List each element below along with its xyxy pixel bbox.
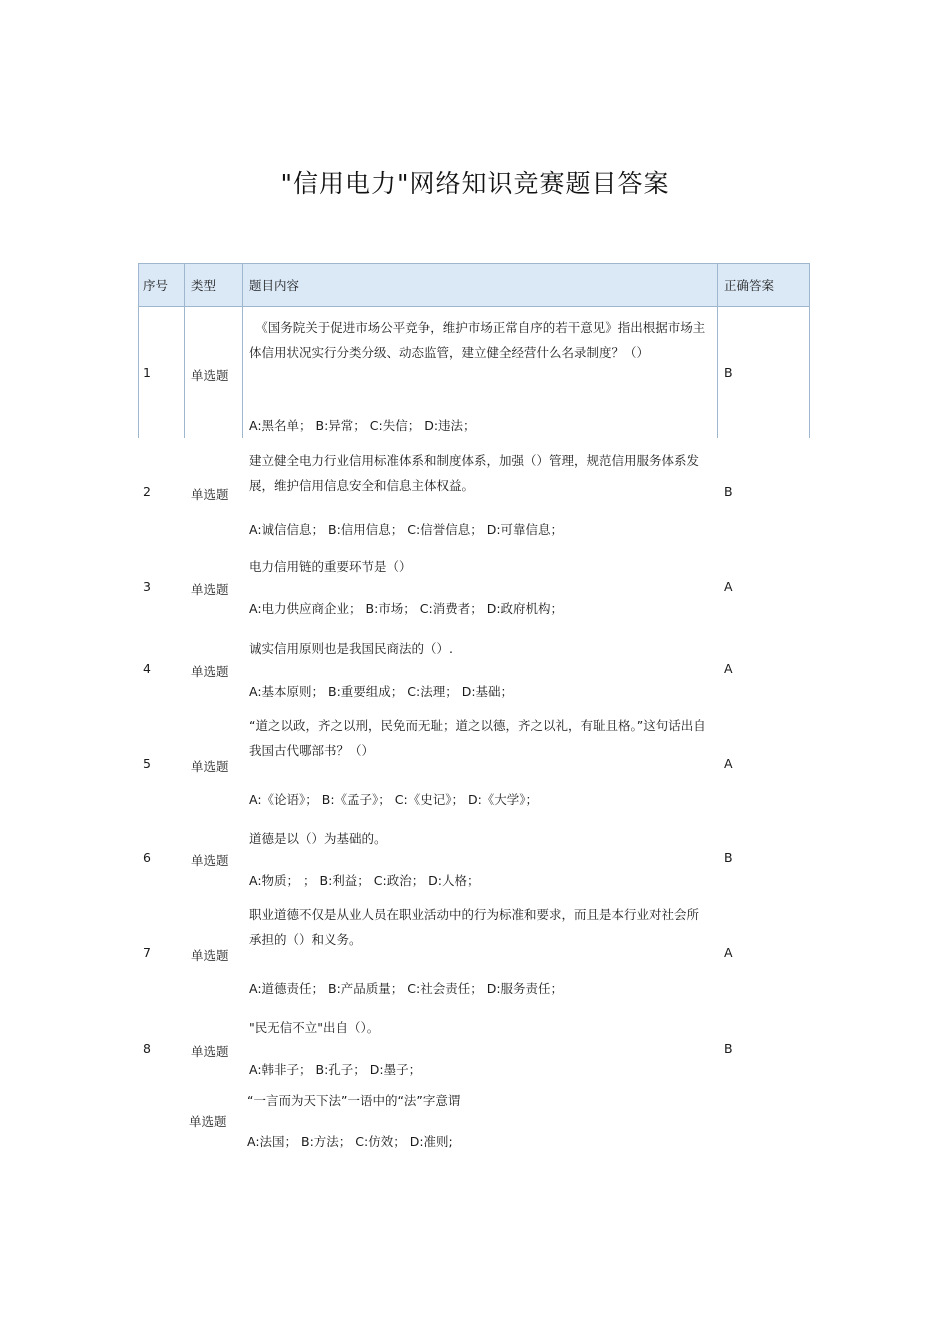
row-type: 单选题 [191, 582, 229, 597]
header-type: 类型 [191, 278, 217, 293]
row-options: A:道德责任； B:产品质量； C:社会责任； D:服务责任； [249, 981, 564, 996]
row-type: 单选题 [191, 487, 229, 502]
divider-header-3 [717, 263, 718, 307]
row-answer: B [724, 1041, 733, 1056]
document-title: "信用电力"网络知识竞赛题目答案 [280, 169, 670, 198]
row1-border-left [138, 307, 139, 438]
row-index: 6 [143, 850, 151, 865]
row-options: A:黑名单； B:异常； C:失信； D:违法； [249, 418, 476, 433]
row-index: 7 [143, 945, 151, 960]
row-question: 电力信用链的重要环节是（） [249, 559, 412, 574]
row-index: 2 [143, 484, 151, 499]
row-options: A:《论语》； B:《孟子》； C:《史记》； D:《大学》； [249, 792, 539, 807]
header-content: 题目内容 [249, 278, 300, 293]
row1-border-right [809, 307, 810, 438]
row-question: “道之以政，齐之以刑，民免而无耻；道之以德，齐之以礼，有耻且格。”这句话出自我国古代哪部书？（） [249, 718, 706, 758]
row-answer: A [724, 945, 733, 960]
row-answer: B [724, 365, 733, 380]
row-question: “一言而为天下法”一语中的“法”字意谓 [247, 1093, 461, 1108]
row-question: 建立健全电力行业信用标准体系和制度体系，加强（）管理，规范信用服务体系发展，维护信用信息安全和信息主体权益。 [249, 453, 700, 493]
row-options: A:诚信信息； B:信用信息； C:信誉信息； D:可靠信息； [249, 522, 564, 537]
row-question: "民无信不立"出自（）。 [249, 1020, 380, 1035]
row-type: 单选题 [191, 1044, 229, 1059]
table-header-row [138, 263, 810, 307]
row-type: 单选题 [191, 368, 229, 383]
row-type: 单选题 [189, 1114, 227, 1129]
row-question: 诚实信用原则也是我国民商法的（）. [249, 641, 453, 656]
row-question: 道德是以（）为基础的。 [249, 831, 387, 846]
row1-border-2 [242, 307, 243, 438]
row-index: 1 [143, 365, 151, 380]
divider-header-1 [184, 263, 185, 307]
row-answer: B [724, 850, 733, 865]
row-answer: A [724, 579, 733, 594]
header-answer: 正确答案 [724, 278, 775, 293]
row1-border-1 [184, 307, 185, 438]
row-question: 职业道德不仅是从业人员在职业活动中的行为标准和要求，而且是本行业对社会所承担的（）和义务。 [249, 907, 700, 947]
row-options: A:电力供应商企业； B:市场； C:消费者； D:政府机构； [249, 601, 564, 616]
row-options: A:基本原则； B:重要组成； C:法理； D:基础； [249, 684, 514, 699]
header-index: 序号 [143, 278, 169, 293]
row-options: A:韩非子； B:孔子； D:墨子； [249, 1062, 422, 1077]
row-answer: B [724, 484, 733, 499]
row-type: 单选题 [191, 853, 229, 868]
row-answer: A [724, 756, 733, 771]
row1-border-3 [717, 307, 718, 438]
row-index: 4 [143, 661, 151, 676]
row-index: 8 [143, 1041, 151, 1056]
row-type: 单选题 [191, 664, 229, 679]
row-options: A:物质； ； B:利益； C:政治； D:人格； [249, 873, 480, 888]
row-options: A:法国； B:方法； C:仿效； D:准则; [247, 1134, 453, 1149]
row-index: 5 [143, 756, 151, 771]
row-type: 单选题 [191, 948, 229, 963]
row-index: 3 [143, 579, 151, 594]
divider-header-2 [242, 263, 243, 307]
row-question: 《国务院关于促进市场公平竞争，维护市场正常自序的若干意见》指出根据市场主体信用状况实行分类分级、动态监管，建立健全经营什么名录制度？（） [249, 320, 706, 360]
row-type: 单选题 [191, 759, 229, 774]
row-answer: A [724, 661, 733, 676]
